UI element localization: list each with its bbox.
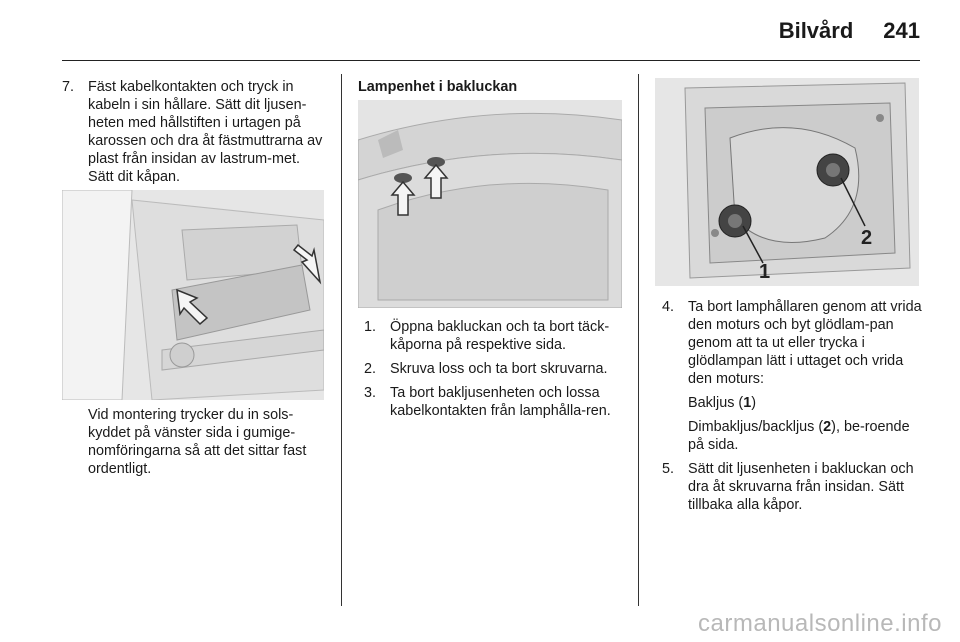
sub-text: ) — [751, 395, 756, 411]
step-text: Ta bort bakljusenheten och lossa kabelkontakten från lamphålla-ren. — [390, 385, 611, 419]
watermark: carmanualsonline.info — [698, 610, 942, 637]
step-number: 5. — [662, 461, 675, 477]
figure-caption: Vid montering trycker du in sols-kyddet på vänster sida i gumige-nomföringarna så att det sittar fast ordentligt. — [88, 407, 307, 477]
sub-item-fog-reverse-light — [662, 418, 924, 454]
sub-text: Bakljus ( — [688, 395, 744, 411]
trunk-cover-illustration — [62, 190, 324, 400]
callout-label-2: 2 — [861, 227, 873, 249]
tailgate-illustration — [358, 100, 622, 308]
step-1 — [364, 318, 626, 354]
sub-ref: 2 — [823, 419, 832, 435]
step-text: Sätt dit ljusenheten i bakluckan och dra åt skruvarna från insidan. Sätt tillbaka alla kåpor. — [688, 461, 914, 513]
step-2 — [364, 360, 626, 378]
column-divider-2 — [638, 74, 639, 606]
section-heading: Lampenhet i bakluckan — [358, 79, 518, 95]
step-number: 2. — [364, 361, 377, 377]
callout-label-1: 1 — [759, 261, 771, 283]
tailgate-drawing — [358, 100, 622, 308]
step-text: Öppna bakluckan och ta bort täck-kåporna på respektive sida. — [390, 319, 610, 353]
step-number: 3. — [364, 385, 377, 401]
step-7 — [62, 78, 324, 186]
step-number: 7. — [62, 79, 75, 95]
sub-text: Dimbakljus/backljus ( — [688, 419, 824, 435]
step-3 — [364, 384, 626, 420]
column-2 — [358, 78, 624, 96]
column-divider-1 — [341, 74, 342, 606]
lamp-unit-drawing — [655, 78, 919, 286]
trunk-cover-drawing — [62, 190, 324, 400]
step-4 — [662, 298, 924, 388]
header-rule — [62, 60, 920, 61]
section-title: Bilvård — [778, 18, 854, 43]
column-2-steps — [364, 318, 626, 426]
lamp-unit-illustration — [655, 78, 919, 286]
step-text: Fäst kabelkontakten och tryck in kabeln i sin hållare. Sätt dit ljusen-heten med hållstiften i urtagen på karossen och dra åt fästmuttrarna av plast från insidan av lastrum-met. Sätt dit kåpan. — [88, 79, 323, 185]
page-number: 241 — [883, 18, 920, 43]
step-number: 1. — [364, 319, 377, 335]
step-5 — [662, 460, 924, 514]
page-header — [779, 18, 920, 44]
step-number: 4. — [662, 299, 675, 315]
column-3-steps — [662, 298, 924, 520]
sub-item-rear-light — [662, 394, 924, 412]
column-1 — [62, 78, 324, 192]
step-text: Skruva loss och ta bort skruvarna. — [390, 361, 608, 377]
step-text: Ta bort lamphållaren genom att vrida den moturs och byt glödlam-pan genom att ta ut eller trycka i glödlampan lätt i uttaget och vrida den moturs: — [688, 299, 922, 387]
sub-text: ), be-roende på sida. — [688, 419, 910, 453]
sub-ref: 1 — [743, 395, 752, 411]
